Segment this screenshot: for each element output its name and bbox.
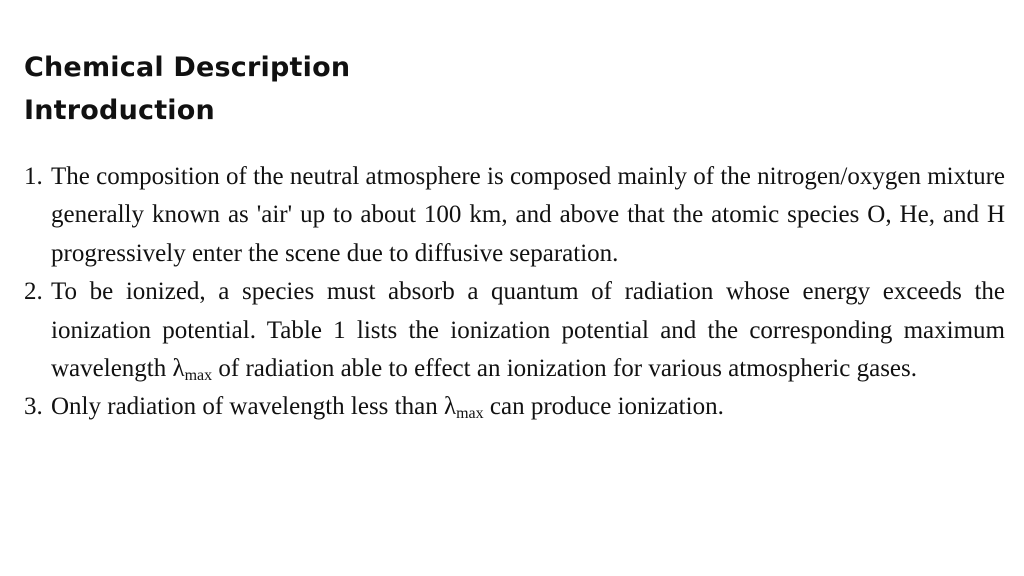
list-item <box>24 273 1005 388</box>
list-number: 3. <box>24 393 43 421</box>
lambda-symbol: λ <box>443 393 457 421</box>
list-text-after: can produce ionization. <box>483 393 724 421</box>
max-subscript: max <box>184 367 213 385</box>
max-subscript: max <box>456 405 484 423</box>
list-item <box>24 158 1005 273</box>
list-number: 2. <box>24 278 43 306</box>
lambda-symbol: λ <box>172 355 185 383</box>
list-text-after: of radiation able to effect an ionization for various atmospheric gases. <box>212 355 918 383</box>
list-text-before: To be ionized, a species must absorb a quantum of radiation whose energy exceeds the ionization potential. Table 1 lists the ionization potential and the corresponding maximum wavelength <box>51 278 1005 383</box>
slide-heading <box>24 46 350 132</box>
slide-subtitle: Introduction <box>24 95 215 126</box>
slide-title: Chemical Description <box>24 52 351 83</box>
list-item <box>24 388 1005 426</box>
numbered-list <box>24 158 1005 427</box>
list-number: 1. <box>24 163 43 190</box>
list-text-before: Only radiation of wavelength less than <box>51 393 444 421</box>
list-text: The composition of the neutral atmosphere is composed mainly of the nitrogen/oxygen mixture generally known as 'air' up to about 100 km, and above that the atomic species O, He, and H progressively enter the scene due to diffusive separation. <box>51 163 1005 267</box>
